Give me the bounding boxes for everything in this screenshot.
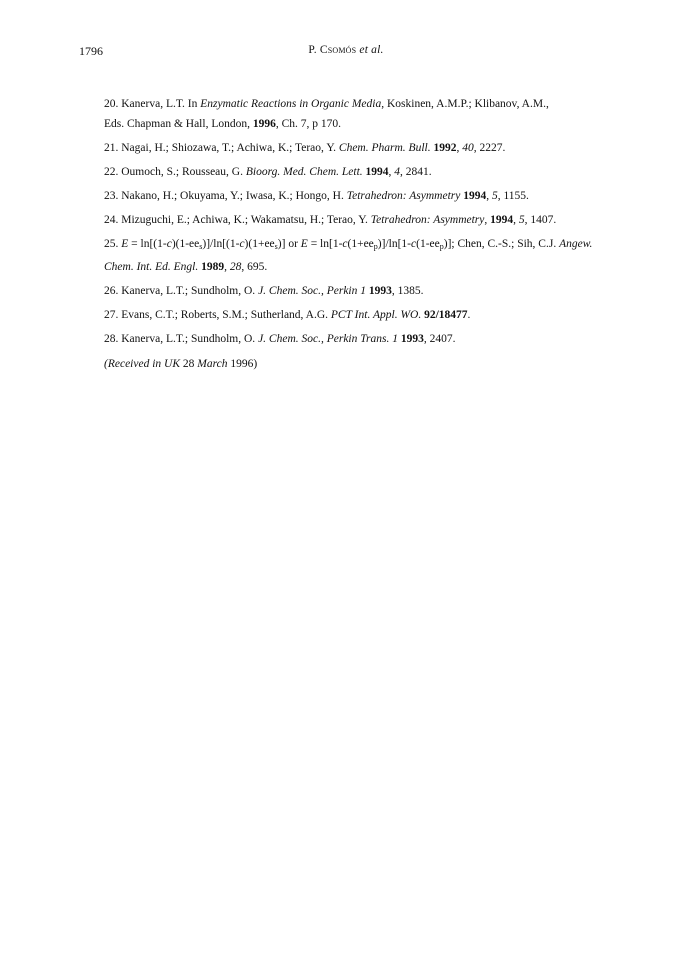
reference-pages: , 2841.	[400, 166, 432, 178]
reference-item	[104, 281, 664, 301]
reference-pages: , 1385.	[391, 285, 424, 297]
reference-item: 22. Oumoch, S.; Rousseau, G. Bioorg. Med. Chem. Lett. 1994, 4, 2841.	[104, 166, 432, 178]
reference-pages: , 1155.	[497, 190, 529, 202]
reference-volume: 5	[491, 190, 498, 202]
received-year: 1996)	[230, 358, 258, 370]
running-head	[0, 44, 692, 56]
reference-pages: , 695.	[241, 261, 268, 273]
reference-authors: Kanerva, L.T. In	[121, 98, 201, 110]
reference-number: 24.	[104, 214, 119, 226]
reference-authors: Kanerva, L.T.; Sundholm, O.	[121, 333, 259, 345]
reference-number: 20.	[104, 98, 119, 110]
reference-year: 1994	[490, 214, 514, 226]
reference-authors: Evans, C.T.; Roberts, S.M.; Sutherland, A.G.	[121, 309, 331, 321]
reference-item: 24. Mizuguchi, E.; Achiwa, K.; Wakamatsu, H.; Terao, Y. Tetrahedron: Asymmetry, 1994, 5, 1407.	[104, 214, 557, 226]
reference-year: 1993	[368, 285, 392, 297]
reference-journal: PCT Int. Appl. WO.	[330, 309, 422, 321]
reference-journal: Angew.	[559, 238, 593, 250]
reference-number: 23.	[104, 190, 119, 202]
reference-item	[104, 94, 664, 134]
reference-item: 23. Nakano, H.; Okuyama, Y.; Iwasa, K.; Hongo, H. Tetrahedron: Asymmetry 1994, 5, 1155.	[104, 190, 529, 202]
reference-item: 21. Nagai, H.; Shiozawa, T.; Achiwa, K.; Terao, Y. Chem. Pharm. Bull. 1992, 40, 2227.	[104, 142, 506, 154]
reference-item	[104, 305, 664, 325]
page-number: 1796	[79, 44, 103, 58]
reference-journal: Chem. Int. Ed. Engl.	[104, 261, 199, 273]
reference-journal: Tetrahedron: Asymmetry	[370, 214, 485, 226]
reference-year: 1989	[201, 261, 225, 273]
reference-item	[104, 329, 664, 349]
running-head-et-al: et al.	[359, 44, 384, 56]
running-head-author-smallcaps: somós	[327, 44, 357, 56]
reference-journal: Tetrahedron: Asymmetry	[346, 190, 461, 202]
reference-authors: Mizuguchi, E.; Achiwa, K.; Wakamatsu, H.; Terao, Y.	[121, 214, 371, 226]
reference-volume: 4	[394, 166, 401, 178]
received-label: (Received in UK	[104, 358, 183, 370]
reference-pages: , 1407.	[524, 214, 557, 226]
reference-text: , Ch. 7, p 170.	[275, 118, 342, 130]
enantiomeric-ratio-equation: $E = \ln[(1-c)(1-ee_s)]/\ln[(1-c)(1+ee_s)]$ or $E = \ln[1-c(1+ee_p)]/\ln[1-c(1-ee_p)]$; Chen, C.-S.; Sih, C.J.	[121, 238, 560, 251]
reference-number: 28.	[104, 333, 119, 345]
reference-continuation: Chem. Int. Ed. Engl. 1989, 28, 695.	[104, 261, 268, 273]
reference-pages: , 2407.	[423, 333, 456, 345]
reference-year: 1994	[365, 166, 389, 178]
reference-text: Eds. Chapman & Hall, London,	[104, 118, 253, 130]
reference-number: 22.	[104, 166, 119, 178]
reference-year: 1996	[252, 118, 276, 130]
reference-authors: Oumoch, S.; Rousseau, G.	[121, 166, 246, 178]
running-head-author-prefix: P. C	[308, 44, 328, 56]
received-date-note	[104, 358, 257, 370]
reference-separator: ,	[484, 214, 491, 226]
reference-patent-number: 92/18477	[424, 309, 468, 321]
reference-number: 26.	[104, 285, 119, 297]
reference-continuation	[104, 114, 664, 134]
reference-end: .	[467, 309, 471, 321]
reference-journal: J. Chem. Soc., Perkin Trans. 1	[258, 333, 398, 345]
reference-item	[104, 234, 664, 277]
received-month: March	[194, 358, 231, 370]
reference-year: 1994	[463, 190, 487, 202]
received-day: 28	[182, 358, 195, 370]
reference-authors: Nakano, H.; Okuyama, Y.; Iwasa, K.; Hongo, H.	[121, 190, 347, 202]
reference-number: 25.	[104, 238, 119, 250]
reference-journal: Chem. Pharm. Bull.	[338, 142, 431, 154]
reference-journal: Bioorg. Med. Chem. Lett.	[245, 166, 363, 178]
reference-volume: 28	[229, 261, 242, 273]
reference-text: , Koskinen, A.M.P.; Klibanov, A.M.,	[381, 98, 549, 110]
reference-authors: Kanerva, L.T.; Sundholm, O.	[121, 285, 259, 297]
reference-list	[104, 94, 664, 353]
reference-journal: J. Chem. Soc., Perkin 1	[258, 285, 367, 297]
reference-volume: 40	[462, 142, 474, 154]
reference-pages: , 2227.	[473, 142, 506, 154]
reference-volume: 5	[518, 214, 525, 226]
reference-number: 27.	[104, 309, 119, 321]
reference-year: 1993	[400, 333, 424, 345]
reference-book-title: Enzymatic Reactions in Organic Media	[200, 98, 382, 110]
reference-number: 21.	[104, 142, 119, 154]
reference-year: 1992	[433, 142, 457, 154]
reference-authors: Nagai, H.; Shiozawa, T.; Achiwa, K.; Terao, Y.	[121, 142, 339, 154]
